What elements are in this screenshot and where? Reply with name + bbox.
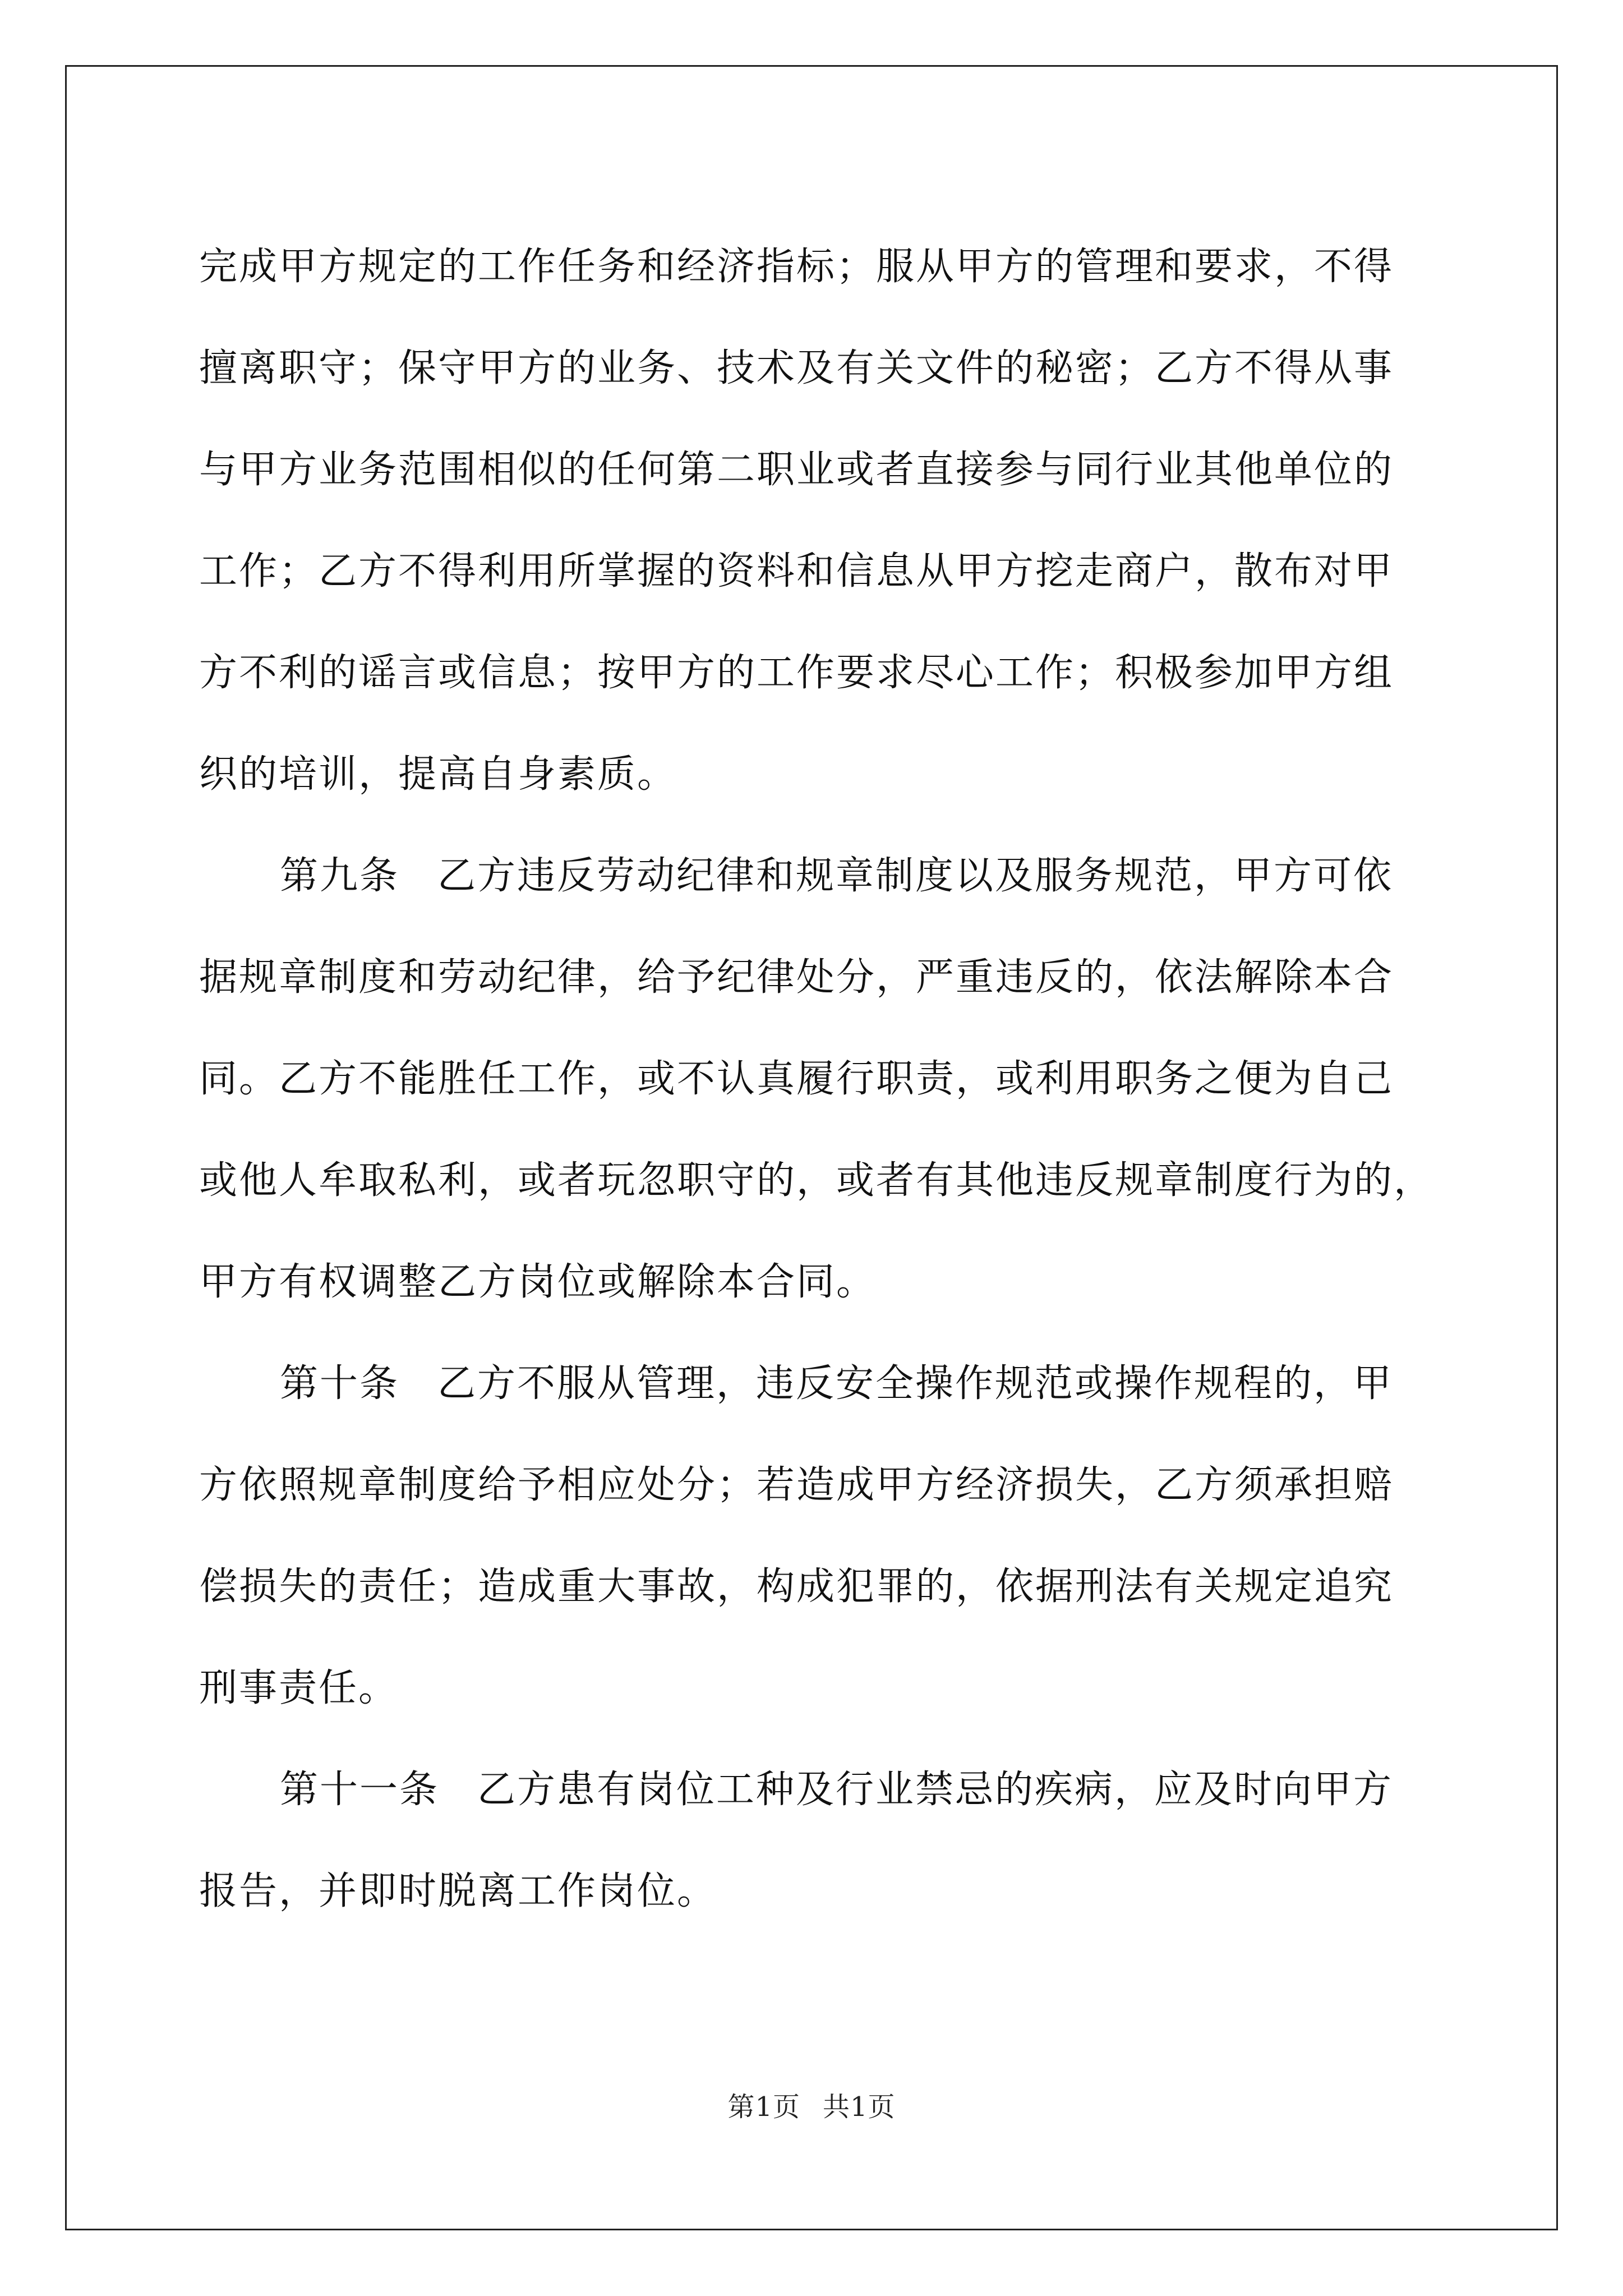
article-first-line [199,1739,1469,1841]
article-label: 第十条 [280,1361,400,1406]
paragraph-line: 完成甲方规定的工作任务和经济指标；服从甲方的管理和要求，不得 [199,245,1394,289]
paragraph-line: 工作；乙方不得利用所掌握的资料和信息从甲方挖走商户，散布对甲 [199,549,1394,593]
article-label: 第九条 [280,854,400,898]
paragraph-line: 据规章制度和劳动纪律，给予纪律处分，严重违反的，依法解除本合 [199,955,1394,1000]
paragraph-line: 方不利的谣言或信息；按甲方的工作要求尽心工作；积极参加甲方组 [199,651,1394,695]
article-text: 乙方患有岗位工种及行业禁忌的疾病，应及时向甲方 [477,1768,1394,1812]
article-text: 乙方违反劳动纪律和规章制度以及服务规范，甲方可依 [437,854,1394,898]
document-body [199,216,1469,1942]
paragraph-line: 方依照规章制度给予相应处分；若造成甲方经济损失，乙方须承担赔 [199,1463,1394,1507]
page-total: 共1页 [823,2091,896,2123]
page-footer [0,2085,1623,2124]
paragraph-line: 擅离职守；保守甲方的业务、技术及有关文件的秘密；乙方不得从事 [199,346,1394,390]
paragraph-line: 刑事责任。 [199,1666,399,1710]
paragraph-line: 同。乙方不能胜任工作，或不认真履行职责，或利用职务之便为自己 [199,1057,1394,1101]
article-text: 乙方不服从管理，违反安全操作规范或操作规程的，甲 [437,1361,1394,1406]
paragraph-line: 或他人牟取私利，或者玩忽职守的，或者有其他违反规章制度行为的， [199,1158,1434,1203]
paragraph-line: 与甲方业务范围相似的任何第二职业或者直接参与同行业其他单位的 [199,448,1394,492]
paragraph-line: 织的培训，提高自身素质。 [199,752,677,797]
paragraph-line: 甲方有权调整乙方岗位或解除本合同。 [199,1260,877,1304]
paragraph-line: 报告，并即时脱离工作岗位。 [199,1869,717,1913]
article-label: 第十一条 [280,1768,440,1812]
article-first-line [199,825,1469,927]
page-number: 第1页 [727,2091,800,2123]
article-first-line [199,1333,1469,1434]
paragraph-line: 偿损失的责任；造成重大事故，构成犯罪的，依据刑法有关规定追究 [199,1565,1394,1609]
